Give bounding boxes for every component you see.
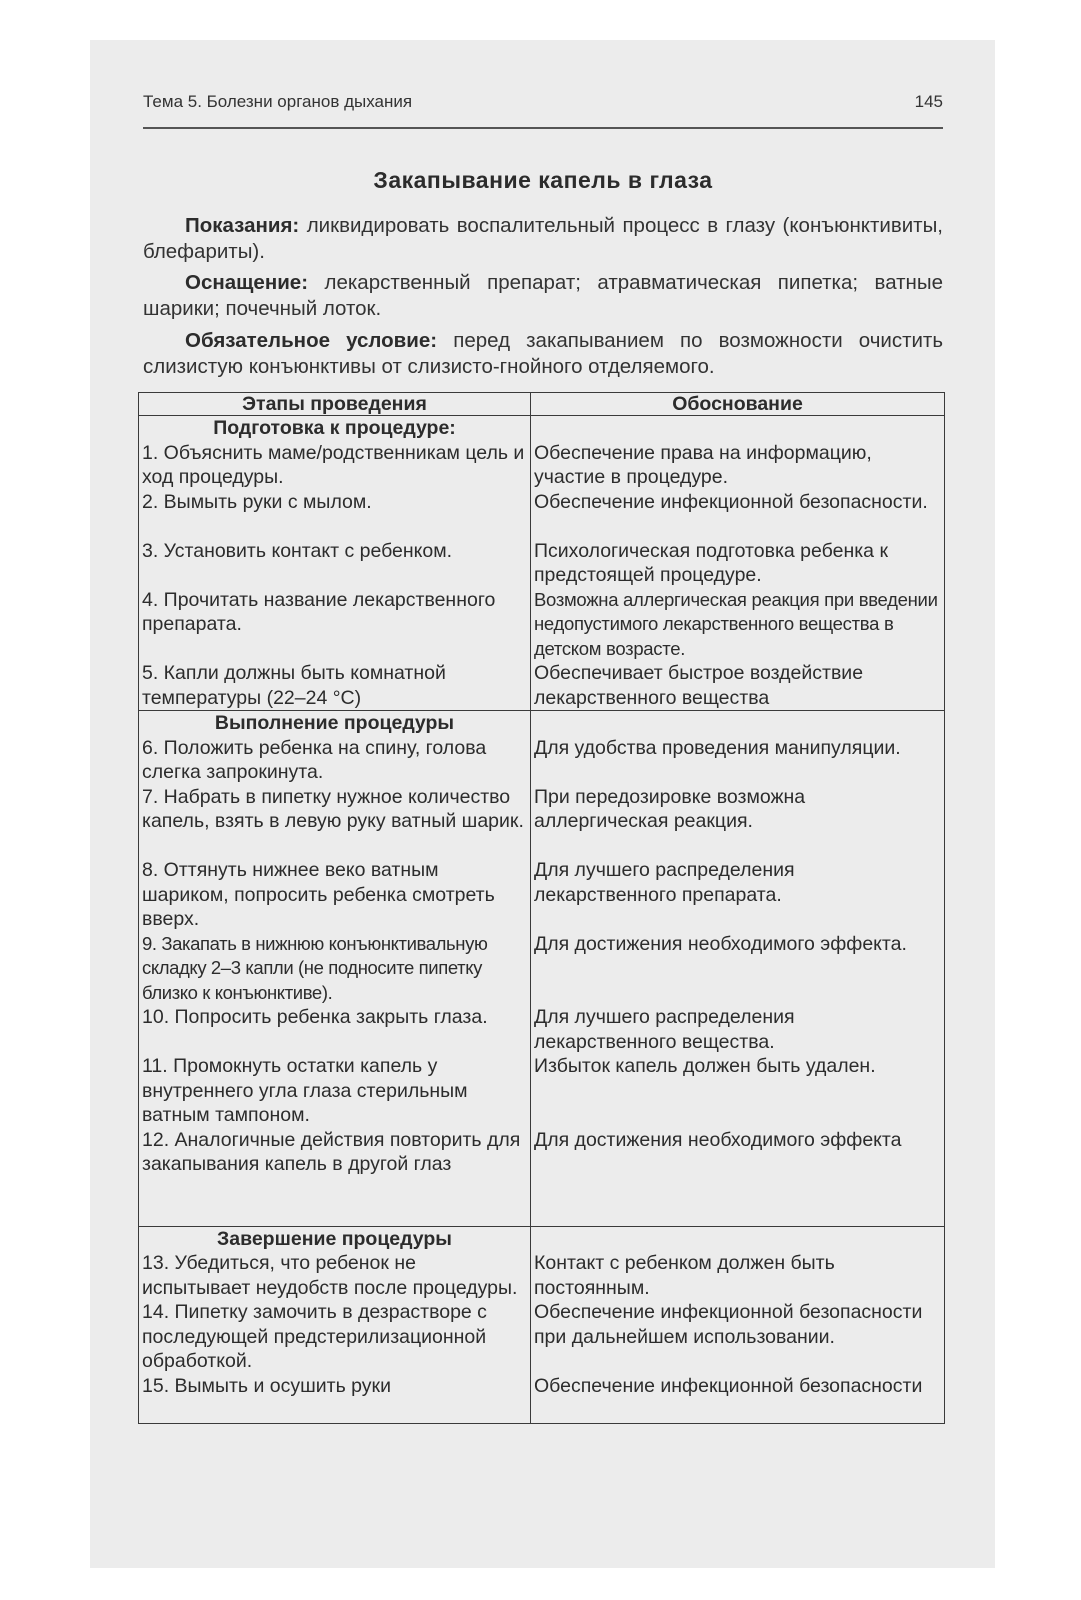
section-title: Подготовка к процедуре: (213, 417, 456, 439)
equipment-text: лекарственный препарат; атравматическая пипетка; ватные шарики; почечный лоток. (143, 271, 943, 320)
rationale-cell (531, 416, 945, 711)
document-title: Закапывание капель в глаза (373, 167, 713, 193)
page-number: 145 (914, 92, 943, 111)
rationale-item: Обеспечение инфекционной безопасности при дальнейшем использовании. (534, 1301, 923, 1348)
condition-paragraph (143, 328, 943, 380)
step-item: 15. Вымыть и осушить руки (142, 1374, 391, 1397)
equipment-paragraph (143, 270, 943, 322)
condition-label: Обязательное условие: (185, 329, 438, 352)
procedure-table (138, 392, 945, 1424)
stages-cell (139, 1226, 531, 1423)
step-item: 11. Промокнуть остатки капель у внутреннего угла глаза стерильным ватным тампоном. (142, 1055, 468, 1126)
rationale-item: Обеспечение инфекционной безопасности. (534, 490, 928, 513)
step-item: 4. Прочитать название лекарственного препарата. (142, 588, 496, 635)
step-item: 10. Попросить ребенка закрыть глаза. (142, 1006, 488, 1028)
indications-paragraph (143, 213, 943, 265)
rationale-item: Контакт с ребенком должен быть постоянным. (534, 1252, 835, 1299)
table-section (139, 711, 945, 1227)
rationale-cell (531, 1226, 945, 1423)
rationale-item: Для достижения необходимого эффекта. (534, 932, 907, 955)
step-item: 2. Вымыть руки с мылом. (142, 490, 372, 513)
step-item: 12. Аналогичные действия повторить для закапывания капель в другой глаз (142, 1128, 521, 1175)
table-section (139, 416, 945, 711)
rationale-item: Избыток капель должен быть удален. (534, 1055, 876, 1077)
rationale-item: Для лучшего распределения лекарственного вещества. (534, 1006, 795, 1053)
column-header-stages: Этапы проведения (139, 393, 531, 416)
rationale-item: Обеспечение права на информацию, участие в процедуре. (534, 441, 872, 488)
rationale-item: Для удобства проведения манипуляции. (534, 736, 901, 759)
running-header (143, 92, 943, 118)
running-title: Тема 5. Болезни органов дыхания (143, 92, 413, 111)
column-header-rationale: Обоснование (531, 393, 945, 416)
rationale-item: Для достижения необходимого эффекта (534, 1128, 902, 1151)
section-title: Выполнение процедуры (214, 712, 455, 734)
step-item: 3. Установить контакт с ребенком. (142, 539, 453, 562)
step-item: 9. Закапать в нижнюю конъюнктивальную складку 2–3 капли (не подносите пипетку близко к конъюнктиве). (142, 932, 488, 1003)
step-item: 8. Оттянуть нижнее веко ватным шариком, попросить ребенка смотреть вверх. (142, 859, 495, 930)
header-divider (143, 127, 943, 129)
equipment-label: Оснащение: (185, 271, 309, 294)
step-item: 13. Убедиться, что ребенок не испытывает неудобств после процедуры. (142, 1252, 518, 1299)
section-title: Завершение процедуры (217, 1227, 452, 1250)
rationale-item: Обеспечивает быстрое воздействие лекарственного вещества (534, 662, 864, 709)
stages-cell (139, 711, 531, 1227)
indications-text: ликвидировать воспалительный процесс в глазу (конъюнктивиты, блефариты). (143, 214, 943, 263)
rationale-cell (531, 711, 945, 1227)
rationale-item: Возможна аллергическая реакция при введении недопустимого лекарственного вещества в детском возрасте. (534, 588, 938, 659)
step-item: 5. Капли должны быть комнатной температуры (22–24 °С) (142, 662, 446, 709)
step-item: 7. Набрать в пипетку нужное количество капель, взять в левую руку ватный шарик. (142, 785, 524, 832)
condition-text: перед закапыванием по возможности очистить слизистую конъюнктивы от слизисто-гнойного отделяемого. (143, 329, 944, 378)
step-item: 1. Объяснить маме/родственникам цель и ход процедуры. (142, 441, 525, 488)
rationale-item: При передозировке возможна аллергическая реакция. (534, 785, 806, 832)
indications-label: Показания: (185, 214, 300, 237)
rationale-item: Обеспечение инфекционной безопасности (534, 1374, 923, 1397)
step-item: 6. Положить ребенка на спину, голова слегка запрокинута. (142, 736, 487, 783)
table-header-row (139, 393, 945, 416)
stages-cell (139, 416, 531, 711)
rationale-item: Психологическая подготовка ребенка к предстоящей процедуре. (534, 539, 888, 586)
rationale-item: Для лучшего распределения лекарственного препарата. (534, 859, 795, 906)
step-item: 14. Пипетку замочить в дезрастворе с последующей предстерилизационной обработкой. (142, 1301, 487, 1372)
table-section (139, 1226, 945, 1423)
